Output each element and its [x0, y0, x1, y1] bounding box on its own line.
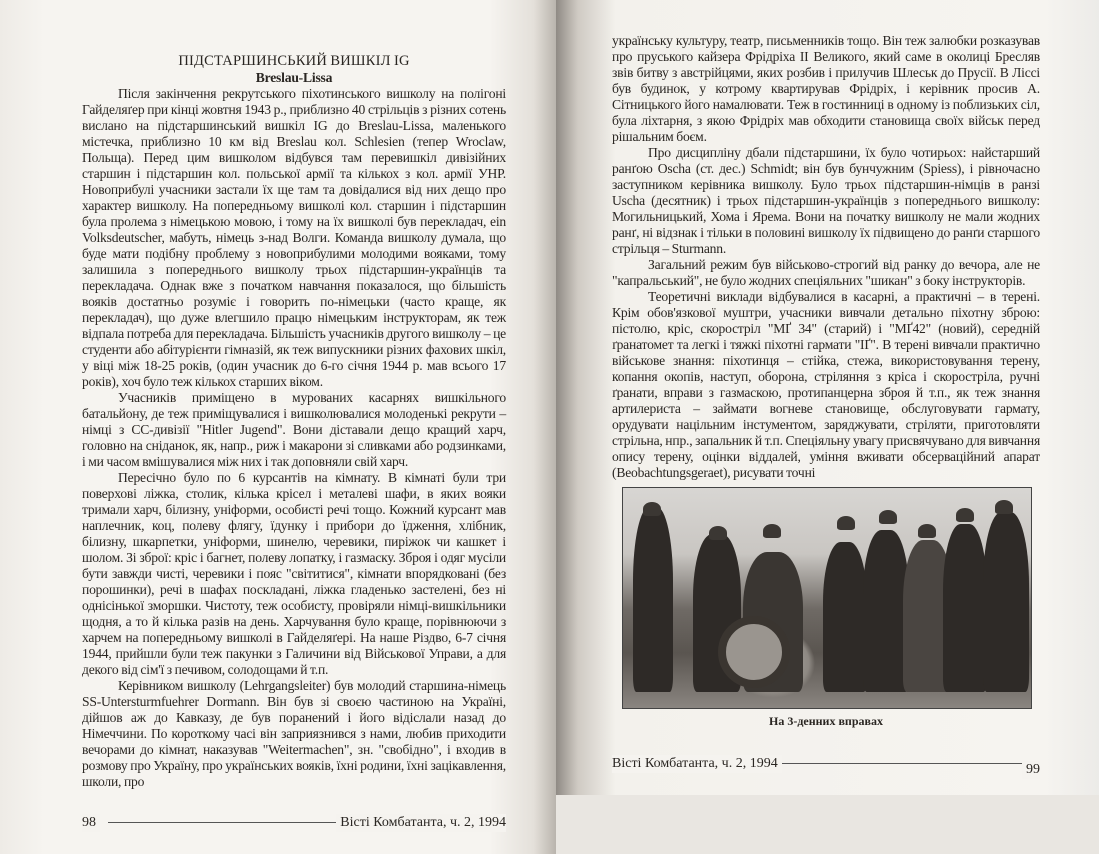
page-number: 99 [1022, 761, 1040, 779]
gun-wheel [718, 616, 790, 688]
running-footer: Вісті Комбатанта, ч. 2, 1994 [612, 755, 782, 773]
paragraph: Пересічно було по 6 курсантів на кімнату. В кімнаті були три поверхові ліжка, столик, кілька крісел і металеві шафи, в яких вояки тримали харч, білизну, уніформи, особисті речі тощо. Кожний курсант мав наплечник, коц, полеву флягу, їдунку і прибори до їдження, хлібник, білизну, шкарпетки, уніформи, шинелю, черевики, пиріжок чи кашкет і шолом. Зі зброї: кріс і багнет, полеву лопатку, і газмаску. Зброя і одяг мусіли бути завжди чисті, черевики і пояс "світитися", кімнати впорядковані (без порошинки), речі в шафах поскладані, ліжка гладенько застелені, без ні однісінької зморшки. Чистоту, теж особисту, провіряли німці-вишкільники щодня, а то й кілька разів на день. Харчування було краще, порівнюючи з харчем на попередньому вишколі в Гайделяґері. На наше Різдво, 6-7 січня 1944, прийшли були теж пакунки з Галичини від Військової Управи, а для декого від сім'ї з печивом, солодощами й т.п. [82, 470, 506, 677]
article-subtitle: Breslau-Lissa [255, 70, 333, 85]
page-number: 98 [82, 814, 100, 832]
paragraph: Загальний режим був військово-строгий від ранку до вечора, але не "капральський", не було жодних спеціяльних "шикан" з боку інструкторів. [612, 257, 1040, 288]
paragraph: українську культуру, театр, письменників тощо. Він теж залюбки розказував про пруського кайзера Фрідріха II Великого, який саме в околиці Бресляв звів битву з австрійцями, яких розбив і прилучив Шлеськ до Прусії. В Ліссі був будинок, у котрому квартирував Фрідріх, і керівник просив А. Сітницького його намалювати. Теж в гостинниці в одному із поблизьких сіл, була ліхтарня, з якою Фрідріх мав обходити становища своїх військ перед рішальним боєм. [612, 33, 1040, 144]
left-page-text [82, 53, 506, 790]
article-title: ПІДСТАРШИНСЬКИЙ ВИШКІЛ IG [178, 53, 410, 69]
paragraph: Після закінчення рекрутського піхотинського вишколу на полігоні Гайделяґер при кінці жовтня 1943 р., приблизно 40 стрільців з різних сотень вислано на підстаршинський вишкіл IG до Breslau-Lissa, маленького містечка, приблизно 10 км від Breslau кол. Schlesien (тепер Wroclaw, Польща). Перед цим вишколом відбувся там перевишкіл дивізійних старшин і підстаршин кол. польської армії та кількох з кол. армії УНР. Новоприбулі учасники застали їх ще там та довідалися від них дещо про характер вишколу. На попередньому вишколі кол. старшин і підстаршин була пролема з німецькою мовою, і тому на їх вишколі був перекладач, ein Volksdeutscher, мабуть, німець з-над Волги. Команда вишколу думала, що буде мати подібну проблему з новоприбулими молодими вояками, тому залишила з попереднього вишколу трьох підстаршин-українців та перекладача. Однак вже з початком навчання показалося, що більшість вояків достатньо розуміє і говорить по-німецьки (часто краще, як перекладач), що дуже влегшило працю німецьким інструкторам, як теж відпала потреба для перекладача. Більшість учасників другого вишколу – це студенти або абітурієнти гімназій, як теж випускники різних фахових шкіл, у віці між 18-25 років, (один учасник до 6-го січня 1944 р. мав всього 17 років), хоч було теж кількох старших віком. [82, 86, 506, 389]
paragraph: Керівником вишколу (Lehrgangsleiter) був молодий старшина-німець SS-Untersturmfuehrer Dormann. Він був зі своєю частиною на Україні, дійшов аж до Кавказу, де був поранений і його відіслали назад до Німеччини. По короткому часі він заприязнився з нами, любив приходити вечорами до кімнат, наказував "Weitermachen", зн. "свобідно", і входив в розмову про Україну, про українських вояків, їхні родини, їхні зацікавлення, школи, про [82, 678, 506, 789]
paragraph: Теоретичні виклади відбувалися в касарні, а практичні – в терені. Крім обов'язкової муштри, учасники вивчали детально піхотну зброю: пістолю, кріс, скоростріл "МҐ 34" (старий) і "МҐ42" (новий), середній ґранатомет та легкі і тяжкі піхотні гармати "IҐ". В терені вивчали практично військове знання: піхотинця – стійка, стежа, використовування терену, копання окопів, наступ, оборона, стріляння з кріса і скоростріла, ручні ґранати, вправи з газмаскою, протипанцерна зброя й т.п., як теж знання артилериста – займати вогневе становище, обслуговувати гармату, орудувати націльним інстументом, заряджувати, стріляти, приготовляти стрільна, нпр., запальник й т.п. Спеціяльну увагу присвячувано для вивчання опису терену, оцінки віддалей, уміння вживати обсерваційний апарат (Beobachtungsgeraet), рисувати точні [612, 289, 1040, 480]
photo-caption: На 3-денних вправах [768, 714, 884, 728]
page-footer [612, 755, 1040, 775]
paragraph: Про дисципліну дбали підстаршини, їх було чотирьох: найстарший ранґою Oscha (ст. дес.) Schmidt; він був бунчужним (Spiess), і рівночасно заступником керівника вишколу. Було трьох підстаршин-німців в ранзі Uscha (десятник) і трьох підстаршин-українців з попереднього вишколу: Могильницький, Хома і Ярема. Вони на початку вишколу не мали жодних ранґ, ні відзнак і тільки в половині вишколу їх підвищено до ранґи старшого стрільця – Sturmann. [612, 145, 1040, 256]
soldiers-photo [622, 487, 1032, 709]
right-page-text [612, 33, 1040, 481]
page-footer [82, 814, 506, 834]
right-page [556, 0, 1099, 795]
running-footer: Вісті Комбатанта, ч. 2, 1994 [336, 814, 506, 832]
paragraph: Учасників приміщено в мурованих касарнях вишкільного батальйону, де теж приміщувалися і вишколювалися молоденькі рекрути – німці з СС-дивізії "Hitler Jugend". Вони діставали дещо кращий харч, головно на сніданок, як, напр., риж і макарони зі сливками або родзинками, і ми часом вмішувалися між них і так доповняли свій харч. [82, 390, 506, 469]
